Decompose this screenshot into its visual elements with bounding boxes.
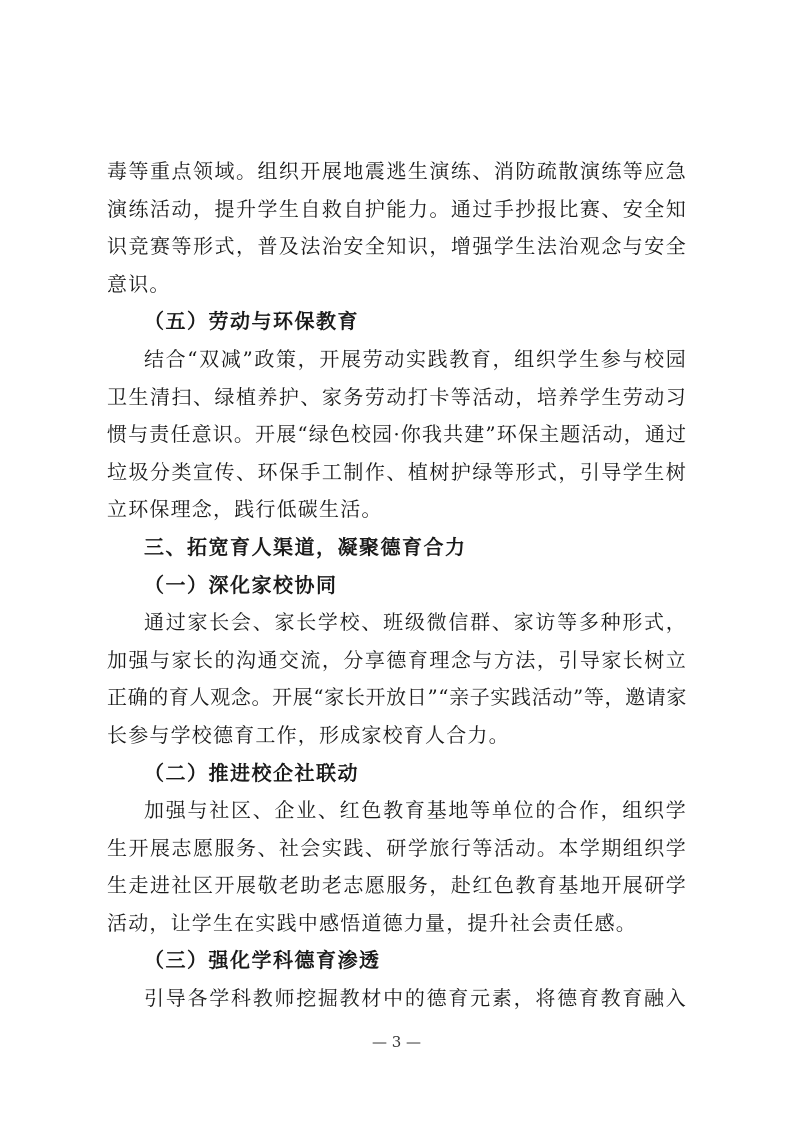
paragraph-line: 惯与责任意识。开展“绿色校园·你我共建”环保主题活动，通过 <box>107 422 687 447</box>
section-heading: （一）深化家校协同 <box>144 572 338 597</box>
paragraph-line: 加强与社区、企业、红色教育基地等单位的合作，组织学 <box>144 798 687 823</box>
paragraph-line: 立环保理念，践行低碳生活。 <box>107 497 383 522</box>
paragraph-line: 意识。 <box>107 271 171 296</box>
document-body <box>107 153 687 1018</box>
paragraph-line: 垃圾分类宣传、环保手工制作、植树护绿等形式，引导学生树 <box>107 459 687 484</box>
section-heading: （五）劳动与环保教育 <box>144 309 359 334</box>
section-heading: 三、拓宽育人渠道，凝聚德育合力 <box>144 534 467 559</box>
paragraph-line: 引导各学科教师挖掘教材中的德育元素，将德育教育融入 <box>144 986 687 1011</box>
paragraph-line: 结合“双减”政策，开展劳动实践教育，组织学生参与校园 <box>144 346 687 371</box>
paragraph-line: 演练活动，提升学生自救自护能力。通过手抄报比赛、安全知 <box>107 196 687 221</box>
paragraph-line: 生开展志愿服务、社会实践、研学旅行等活动。本学期组织学 <box>107 835 687 860</box>
section-heading: （二）推进校企社联动 <box>144 760 359 785</box>
section-heading: （三）强化学科德育渗透 <box>144 948 381 973</box>
paragraph-line: 卫生清扫、绿植养护、家务劳动打卡等活动，培养学生劳动习 <box>107 384 687 409</box>
paragraph-line: 通过家长会、家长学校、班级微信群、家访等多种形式， <box>144 610 687 635</box>
paragraph-line: 长参与学校德育工作，形成家校育人合力。 <box>107 722 510 747</box>
paragraph-line: 正确的育人观念。开展“家长开放日”“亲子实践活动”等，邀请家 <box>107 685 687 710</box>
page-number: — 3 — <box>371 1033 422 1051</box>
paragraph-line: 生走进社区开展敬老助老志愿服务，赴红色教育基地开展研学 <box>107 873 687 898</box>
paragraph-line: 活动，让学生在实践中感悟道德力量，提升社会责任感。 <box>107 910 637 935</box>
paragraph-line: 毒等重点领域。组织开展地震逃生演练、消防疏散演练等应急 <box>107 159 687 183</box>
paragraph-line: 识竞赛等形式，普及法治安全知识，增强学生法治观念与安全 <box>107 234 687 259</box>
paragraph-line: 加强与家长的沟通交流，分享德育理念与方法，引导家长树立 <box>107 647 687 672</box>
